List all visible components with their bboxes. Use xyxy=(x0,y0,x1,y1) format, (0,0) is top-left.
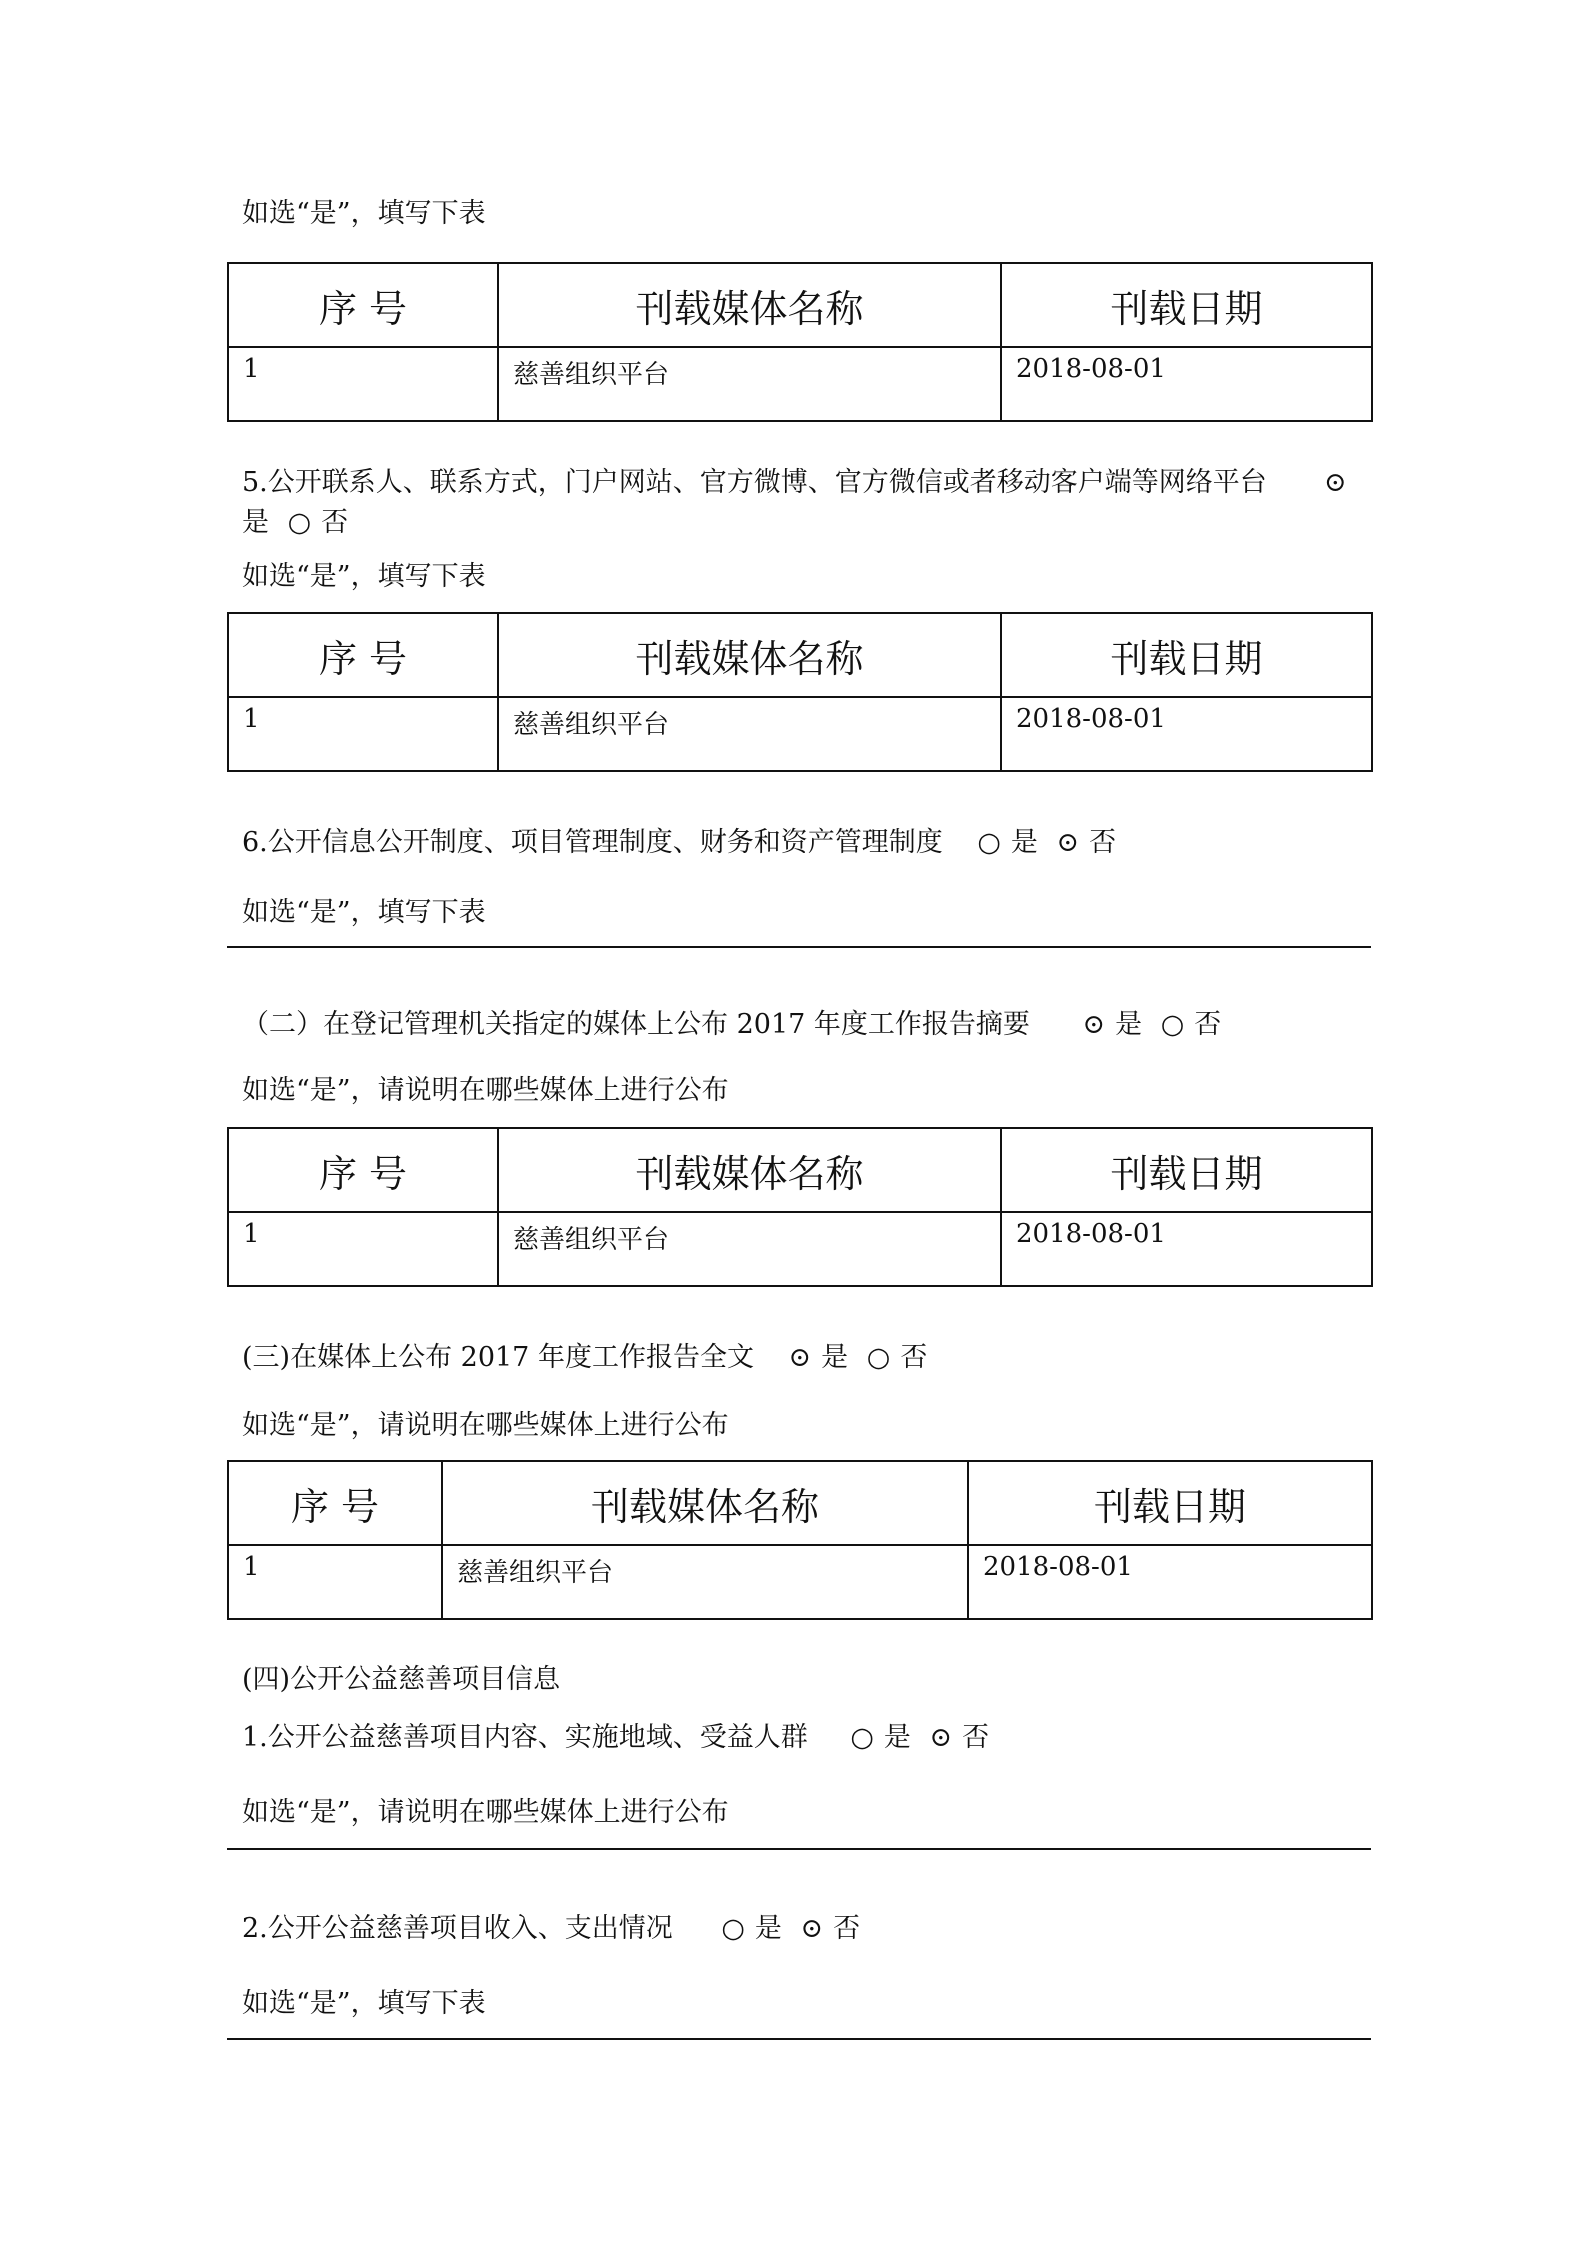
radio-no-label: 否 xyxy=(962,1722,990,1753)
cell-media: 慈善组织平台 xyxy=(498,1212,1001,1286)
cell-media: 慈善组织平台 xyxy=(498,697,1001,771)
radio-no-label: 否 xyxy=(1089,827,1117,858)
table-row xyxy=(228,1545,1372,1619)
s8-note: 如选“是”，填写下表 xyxy=(242,1988,486,2019)
radio-no-selected-icon[interactable]: ⊙ xyxy=(929,1722,953,1753)
s6-heading: (四)公开公益慈善项目信息 xyxy=(242,1664,561,1695)
header-seq: 序 号 xyxy=(228,263,498,347)
s7-note: 如选“是”，请说明在哪些媒体上进行公布 xyxy=(242,1797,729,1828)
radio-no-icon[interactable]: ○ xyxy=(1160,1009,1185,1040)
s2-table xyxy=(227,612,1373,772)
cell-date: 2018-08-01 xyxy=(968,1545,1372,1619)
radio-yes-label: 是 xyxy=(242,507,269,538)
table-header-row xyxy=(228,1128,1372,1212)
table-row xyxy=(228,1212,1372,1286)
cell-seq: 1 xyxy=(228,347,498,421)
s4-note: 如选“是”，请说明在哪些媒体上进行公布 xyxy=(242,1075,729,1106)
header-date: 刊载日期 xyxy=(968,1461,1372,1545)
radio-no-selected-icon[interactable]: ⊙ xyxy=(1056,827,1080,858)
s4-title: （二）在登记管理机关指定的媒体上公布 2017 年度工作报告摘要 xyxy=(242,1009,1030,1040)
radio-no-icon[interactable]: ○ xyxy=(866,1342,891,1373)
s1-note: 如选“是”，填写下表 xyxy=(242,198,486,229)
cell-seq: 1 xyxy=(228,697,498,771)
radio-no-selected-icon[interactable]: ⊙ xyxy=(800,1913,824,1944)
s3-question xyxy=(242,826,1126,860)
s8-question xyxy=(242,1912,870,1946)
s7-title: 1.公开公益慈善项目内容、实施地域、受益人群 xyxy=(242,1722,808,1753)
radio-yes-icon[interactable]: ○ xyxy=(850,1722,874,1753)
s2-title: 5.公开联系人、联系方式，门户网站、官方微博、官方微信或者移动客户端等网络平台 xyxy=(242,467,1267,498)
cell-date: 2018-08-01 xyxy=(1001,347,1372,421)
header-seq: 序 号 xyxy=(228,1461,442,1545)
radio-no-label: 否 xyxy=(833,1913,861,1944)
cell-seq: 1 xyxy=(228,1212,498,1286)
s5-question xyxy=(242,1341,937,1375)
divider xyxy=(227,946,1371,948)
header-media: 刊载媒体名称 xyxy=(498,263,1001,347)
header-media: 刊载媒体名称 xyxy=(442,1461,968,1545)
s2-note: 如选“是”，填写下表 xyxy=(242,561,486,592)
radio-no-label: 否 xyxy=(900,1342,928,1373)
radio-no-label: 否 xyxy=(321,507,349,538)
cell-media: 慈善组织平台 xyxy=(498,347,1001,421)
radio-yes-label: 是 xyxy=(883,1722,911,1753)
s1-table xyxy=(227,262,1373,422)
radio-yes-label: 是 xyxy=(821,1342,849,1373)
cell-seq: 1 xyxy=(228,1545,442,1619)
s4-table xyxy=(227,1127,1373,1287)
s3-title: 6.公开信息公开制度、项目管理制度、财务和资产管理制度 xyxy=(242,827,943,858)
radio-no-label: 否 xyxy=(1194,1009,1222,1040)
radio-yes-selected-icon[interactable]: ⊙ xyxy=(788,1342,812,1373)
radio-yes-icon[interactable]: ○ xyxy=(721,1913,745,1944)
table-header-row xyxy=(228,263,1372,347)
radio-yes-icon[interactable]: ○ xyxy=(977,827,1001,858)
radio-yes-label: 是 xyxy=(1115,1009,1143,1040)
s2-question xyxy=(242,463,1362,543)
cell-media: 慈善组织平台 xyxy=(442,1545,968,1619)
header-date: 刊载日期 xyxy=(1001,1128,1372,1212)
header-seq: 序 号 xyxy=(228,1128,498,1212)
cell-date: 2018-08-01 xyxy=(1001,697,1372,771)
s5-note: 如选“是”，请说明在哪些媒体上进行公布 xyxy=(242,1410,729,1441)
s5-title: (三)在媒体上公布 2017 年度工作报告全文 xyxy=(242,1342,754,1373)
s7-question xyxy=(242,1721,999,1755)
s5-table xyxy=(227,1460,1373,1620)
divider xyxy=(227,1848,1371,1850)
header-date: 刊载日期 xyxy=(1001,263,1372,347)
radio-yes-selected-icon[interactable]: ⊙ xyxy=(1082,1009,1106,1040)
table-header-row xyxy=(228,613,1372,697)
radio-yes-label: 是 xyxy=(1010,827,1038,858)
s8-title: 2.公开公益慈善项目收入、支出情况 xyxy=(242,1913,673,1944)
table-header-row xyxy=(228,1461,1372,1545)
header-date: 刊载日期 xyxy=(1001,613,1372,697)
table-row xyxy=(228,347,1372,421)
header-media: 刊载媒体名称 xyxy=(498,613,1001,697)
divider xyxy=(227,2038,1371,2040)
header-media: 刊载媒体名称 xyxy=(498,1128,1001,1212)
cell-date: 2018-08-01 xyxy=(1001,1212,1372,1286)
table-row xyxy=(228,697,1372,771)
header-seq: 序 号 xyxy=(228,613,498,697)
s3-note: 如选“是”，填写下表 xyxy=(242,897,486,928)
s4-question xyxy=(242,1008,1231,1042)
radio-no-icon[interactable]: ○ xyxy=(287,507,312,538)
radio-yes-selected-icon[interactable]: ⊙ xyxy=(1323,467,1347,498)
radio-yes-label: 是 xyxy=(754,1913,782,1944)
